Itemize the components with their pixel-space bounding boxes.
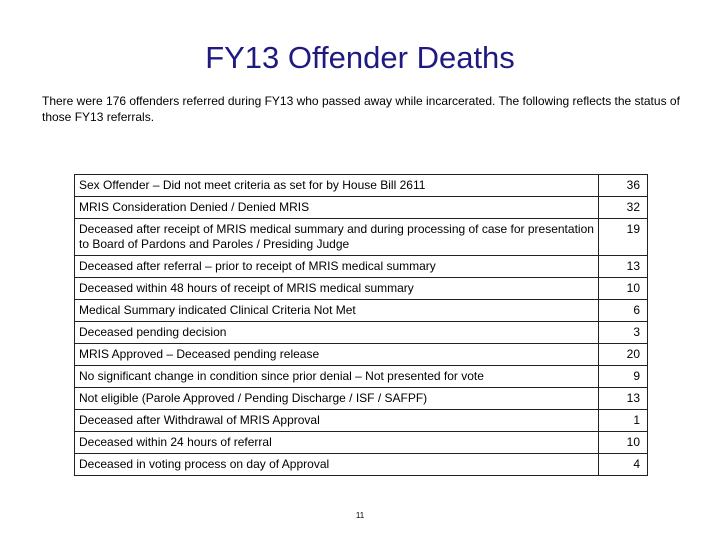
- row-label: MRIS Consideration Denied / Denied MRIS: [75, 197, 599, 219]
- table-row: [75, 410, 648, 432]
- table-row: [75, 454, 648, 476]
- row-label: Deceased within 48 hours of receipt of MRIS medical summary: [75, 278, 599, 300]
- row-label: Deceased within 24 hours of referral: [75, 432, 599, 454]
- row-label: Medical Summary indicated Clinical Criteria Not Met: [75, 300, 599, 322]
- row-label: Deceased after Withdrawal of MRIS Approval: [75, 410, 599, 432]
- referral-status-table: [74, 174, 648, 476]
- row-value: 36: [599, 175, 648, 197]
- table-row: [75, 278, 648, 300]
- row-label: Deceased in voting process on day of Approval: [75, 454, 599, 476]
- intro-paragraph: There were 176 offenders referred during FY13 who passed away while incarcerated. The following reflects the status of those FY13 referrals.: [42, 94, 680, 124]
- table-row: [75, 197, 648, 219]
- row-label: Sex Offender – Did not meet criteria as set for by House Bill 2611: [75, 175, 599, 197]
- page-title: FY13 Offender Deaths: [205, 40, 515, 75]
- row-value: 13: [599, 388, 648, 410]
- table-row: [75, 322, 648, 344]
- row-value: 3: [599, 322, 648, 344]
- row-value: 9: [599, 366, 648, 388]
- table-row: [75, 300, 648, 322]
- table-row: [75, 432, 648, 454]
- row-label: Deceased after receipt of MRIS medical summary and during processing of case for presentation to Board of Pardons and Paroles / Presiding Judge: [75, 219, 599, 256]
- row-value: 6: [599, 300, 648, 322]
- row-label: No significant change in condition since prior denial – Not presented for vote: [75, 366, 599, 388]
- row-value: 32: [599, 197, 648, 219]
- row-value: 10: [599, 278, 648, 300]
- row-label: MRIS Approved – Deceased pending release: [75, 344, 599, 366]
- table-row: [75, 366, 648, 388]
- row-label: Not eligible (Parole Approved / Pending Discharge / ISF / SAFPF): [75, 388, 599, 410]
- table-row: [75, 219, 648, 256]
- table-row: [75, 175, 648, 197]
- row-value: 4: [599, 454, 648, 476]
- page-number: 11: [355, 511, 365, 520]
- table-row: [75, 344, 648, 366]
- row-value: 19: [599, 219, 648, 256]
- row-value: 1: [599, 410, 648, 432]
- row-value: 20: [599, 344, 648, 366]
- table-row: [75, 388, 648, 410]
- row-value: 10: [599, 432, 648, 454]
- row-label: Deceased after referral – prior to receipt of MRIS medical summary: [75, 256, 599, 278]
- table-row: [75, 256, 648, 278]
- row-value: 13: [599, 256, 648, 278]
- row-label: Deceased pending decision: [75, 322, 599, 344]
